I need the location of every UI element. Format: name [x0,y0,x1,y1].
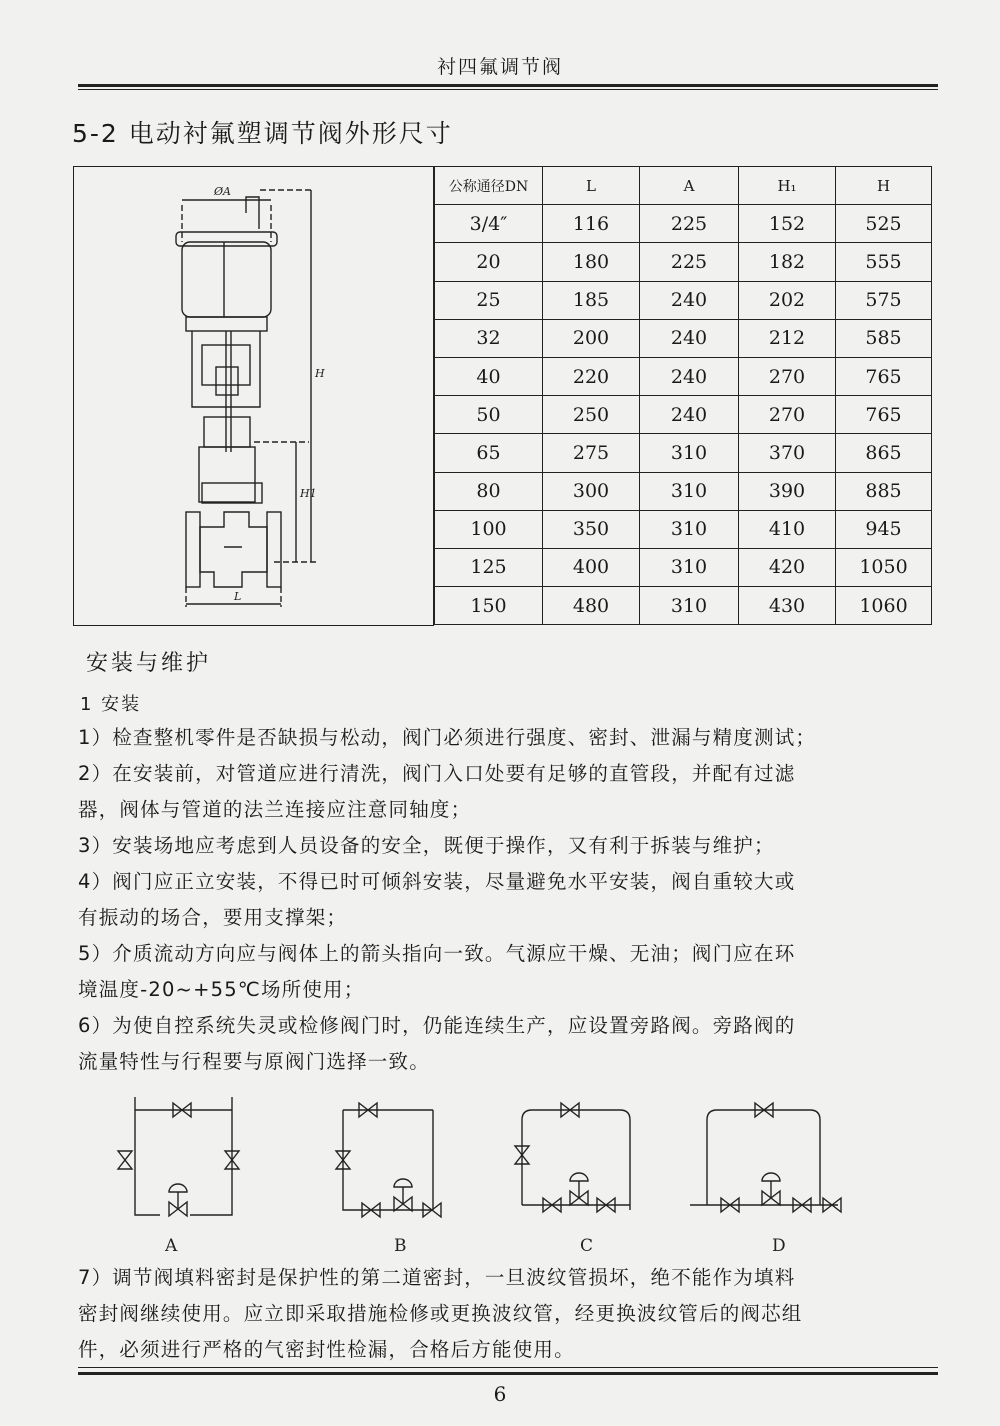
bypass-piping-diagrams [90,1085,850,1255]
col-header-l: L [543,167,640,205]
install-line: 件，必须进行严格的气密封性检漏，合格后方能使用。 [78,1338,575,1361]
cell-h: 525 [836,205,932,243]
cell-a: 310 [640,548,739,586]
cell-l: 250 [543,396,640,434]
header-rule-thin [78,89,938,90]
install-line: 2）在安装前，对管道应进行清洗，阀门入口处要有足够的直管段，并配有过滤 [78,762,796,785]
cell-l: 275 [543,434,640,472]
cell-l: 116 [543,205,640,243]
col-header-h1: H₁ [739,167,836,205]
valve-outline-drawing [74,167,433,625]
cell-dn: 25 [435,281,543,319]
dimension-table [434,166,932,625]
dim-label-h: H [315,367,325,380]
cell-h: 1050 [836,548,932,586]
cell-h: 885 [836,472,932,510]
table-header-row [435,167,932,205]
cell-h1: 430 [739,587,836,625]
install-line: 有振动的场合，要用支撑架； [78,906,348,929]
footer-rule [78,1372,938,1375]
cell-dn: 80 [435,472,543,510]
diagram-label-b: B [394,1236,407,1255]
cell-a: 310 [640,587,739,625]
cell-a: 240 [640,319,739,357]
cell-h1: 152 [739,205,836,243]
cell-a: 225 [640,243,739,281]
table-row [435,472,932,510]
cell-dn: 20 [435,243,543,281]
cell-h1: 420 [739,548,836,586]
cell-h: 575 [836,281,932,319]
cell-h: 555 [836,243,932,281]
cell-h: 945 [836,510,932,548]
install-line: 1）检查整机零件是否缺损与松动，阀门必须进行强度、密封、泄漏与精度测试； [78,726,817,749]
cell-h1: 270 [739,357,836,395]
dim-label-h1: H1 [300,487,317,500]
diagram-label-a: A [165,1236,178,1255]
header-rule [78,84,938,87]
cell-h: 1060 [836,587,932,625]
cell-h: 865 [836,434,932,472]
install-line: 4）阀门应正立安装，不得已时可倾斜安装，尽量避免水平安装，阀自重较大或 [78,870,796,893]
cell-h1: 270 [739,396,836,434]
valve-drawing [73,166,434,626]
diagram-label-d: D [772,1236,786,1255]
cell-h1: 182 [739,243,836,281]
cell-h: 765 [836,396,932,434]
install-line: 6）为使自控系统失灵或检修阀门时，仍能连续生产，应设置旁路阀。旁路阀的 [78,1014,796,1037]
col-header-a: A [640,167,739,205]
cell-dn: 100 [435,510,543,548]
cell-l: 300 [543,472,640,510]
cell-h: 765 [836,357,932,395]
install-line: 境温度-20~+55℃场所使用； [78,978,365,1001]
cell-h1: 410 [739,510,836,548]
table-row [435,587,932,625]
cell-h1: 202 [739,281,836,319]
page-header-title: 衬四氟调节阀 [436,56,563,78]
table-row [435,281,932,319]
install-line: 流量特性与行程要与原阀门选择一致。 [78,1050,430,1073]
table-row [435,510,932,548]
table-row [435,434,932,472]
install-subtitle: 1 安装 [80,694,142,715]
install-section-title: 安装与维护 [86,651,212,676]
install-line: 器，阀体与管道的法兰连接应注意同轴度； [78,798,472,821]
table-row [435,205,932,243]
cell-dn: 125 [435,548,543,586]
table-row [435,319,932,357]
page-number: 6 [493,1382,507,1406]
cell-a: 240 [640,281,739,319]
cell-dn: 50 [435,396,543,434]
cell-l: 480 [543,587,640,625]
cell-l: 220 [543,357,640,395]
install-line: 7）调节阀填料密封是保护性的第二道密封，一旦波纹管损坏，绝不能作为填料 [78,1266,796,1289]
cell-a: 310 [640,472,739,510]
dim-label-l: L [234,590,242,603]
cell-a: 225 [640,205,739,243]
table-row [435,357,932,395]
cell-h1: 370 [739,434,836,472]
cell-l: 200 [543,319,640,357]
cell-l: 180 [543,243,640,281]
cell-l: 185 [543,281,640,319]
cell-dn: 40 [435,357,543,395]
cell-a: 240 [640,396,739,434]
cell-h1: 390 [739,472,836,510]
cell-h1: 212 [739,319,836,357]
section-title: 5-2 电动衬氟塑调节阀外形尺寸 [72,119,453,148]
col-header-h: H [836,167,932,205]
cell-l: 400 [543,548,640,586]
table-row [435,396,932,434]
cell-dn: 32 [435,319,543,357]
dim-label-a: ØA [214,185,231,198]
install-line: 密封阀继续使用。应立即采取措施检修或更换波纹管，经更换波纹管后的阀芯组 [78,1302,803,1325]
cell-dn: 150 [435,587,543,625]
cell-a: 310 [640,434,739,472]
col-header-dn: 公称通径DN [435,167,543,205]
cell-a: 240 [640,357,739,395]
install-line: 3）安装场地应考虑到人员设备的安全，既便于操作，又有利于拆装与维护； [78,834,775,857]
cell-l: 350 [543,510,640,548]
table-row [435,548,932,586]
cell-a: 310 [640,510,739,548]
install-line: 5）介质流动方向应与阀体上的箭头指向一致。气源应干燥、无油；阀门应在环 [78,942,796,965]
cell-h: 585 [836,319,932,357]
diagram-label-c: C [580,1236,594,1255]
table-row [435,243,932,281]
cell-dn: 65 [435,434,543,472]
cell-dn: 3/4″ [435,205,543,243]
footer-rule-thin [78,1367,938,1368]
